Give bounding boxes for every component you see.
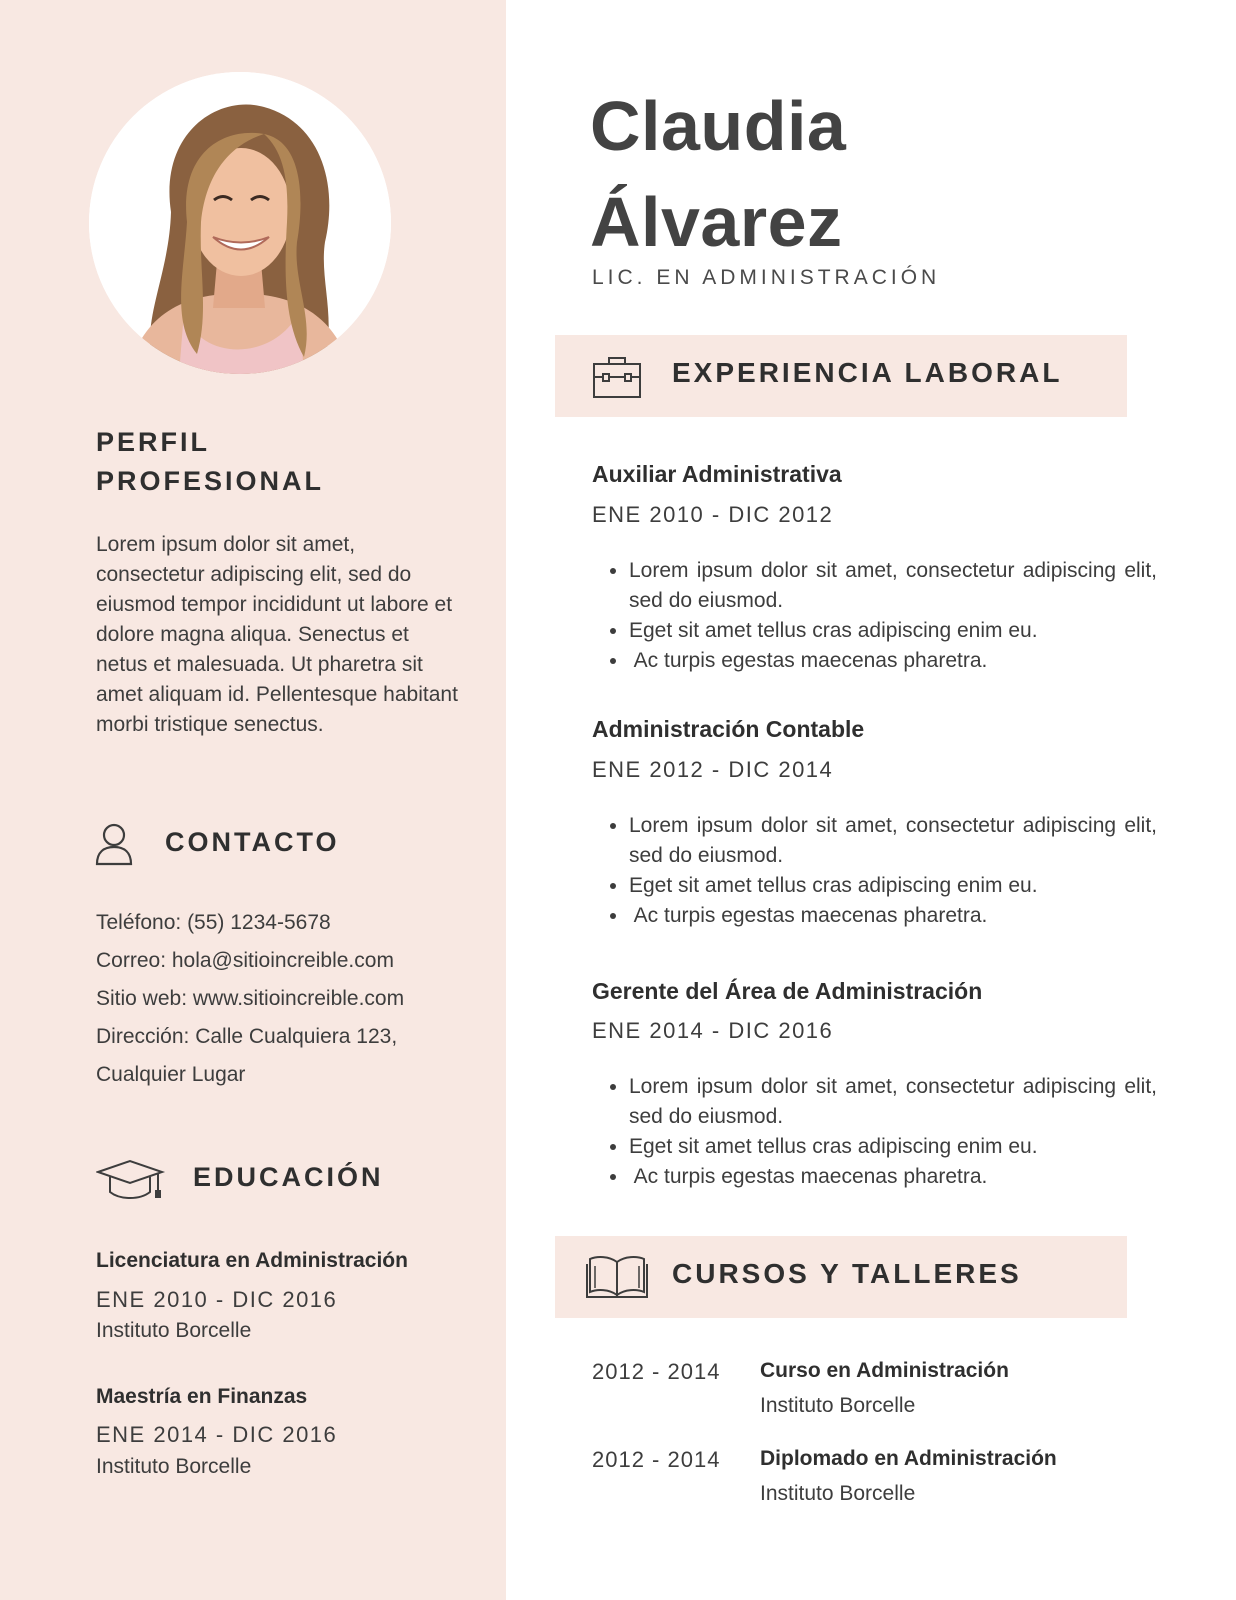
profile-photo xyxy=(89,72,391,374)
education-title: Maestría en Finanzas xyxy=(96,1385,308,1408)
contact-email: Correo: hola@sitioincreible.com xyxy=(96,949,394,972)
courses-heading: CURSOS Y TALLERES xyxy=(672,1258,1022,1289)
experience-heading: EXPERIENCIA LABORAL xyxy=(672,357,1063,388)
courses-band xyxy=(555,1236,1127,1318)
contact-phone: Teléfono: (55) 1234-5678 xyxy=(96,911,331,934)
job-title: Administración Contable xyxy=(592,716,865,742)
job-bullet: • Eget sit amet tellus cras adipiscing enim eu. xyxy=(629,871,1157,901)
course-title: Diplomado en Administración xyxy=(760,1447,1057,1470)
job-bullet: • Eget sit amet tellus cras adipiscing enim eu. xyxy=(629,1132,1157,1162)
sidebar xyxy=(0,0,506,1600)
contact-address-line-2: Cualquier Lugar xyxy=(96,1063,246,1086)
job-bullet: • Eget sit amet tellus cras adipiscing enim eu. xyxy=(629,616,1157,646)
education-heading: EDUCACIÓN xyxy=(193,1162,384,1192)
profile-text: Lorem ipsum dolor sit amet, consectetur adipiscing elit, sed do eiusmod tempor incididunt ut labore et dolore magna aliqua. Senectus et netus et malesuada. Ut pharetra sit amet aliquam id. Pellentesque habitant morbi tristique senectus. xyxy=(96,533,458,736)
profile-heading xyxy=(96,423,324,501)
course-years: 2012 - 2014 xyxy=(592,1359,721,1384)
job-bullets xyxy=(592,556,1157,676)
job-bullet: • Lorem ipsum dolor sit amet, consectetur adipiscing elit, sed do eiusmod. xyxy=(629,811,1157,871)
course-institution: Instituto Borcelle xyxy=(760,1394,916,1417)
education-institution: Instituto Borcelle xyxy=(96,1319,252,1342)
job-bullet: • Lorem ipsum dolor sit amet, consectetur adipiscing elit, sed do eiusmod. xyxy=(629,1072,1157,1132)
education-title: Licenciatura en Administración xyxy=(96,1249,408,1272)
job-bullet: • Lorem ipsum dolor sit amet, consectetur adipiscing elit, sed do eiusmod. xyxy=(629,556,1157,616)
contact-heading: CONTACTO xyxy=(165,827,340,857)
job-bullet: • Ac turpis egestas maecenas pharetra. xyxy=(629,901,1157,931)
course-years: 2012 - 2014 xyxy=(592,1447,721,1472)
profile-heading-line-1: PERFIL xyxy=(96,427,211,457)
briefcase-icon xyxy=(592,355,642,404)
profile-photo-illustration xyxy=(89,72,391,374)
open-book-icon xyxy=(585,1254,649,1305)
job-bullet: • Ac turpis egestas maecenas pharetra. xyxy=(629,646,1157,676)
first-name: Claudia xyxy=(590,87,847,165)
education-dates: ENE 2014 - DIC 2016 xyxy=(96,1422,338,1447)
job-dates: ENE 2012 - DIC 2014 xyxy=(592,757,834,782)
course-title: Curso en Administración xyxy=(760,1359,1009,1382)
job-bullets xyxy=(592,811,1157,931)
last-name: Álvarez xyxy=(590,183,843,261)
contact-website: Sitio web: www.sitioincreible.com xyxy=(96,987,405,1010)
job-title: Auxiliar Administrativa xyxy=(592,461,842,487)
job-dates: ENE 2010 - DIC 2012 xyxy=(592,502,834,527)
user-icon xyxy=(94,822,134,871)
job-bullets xyxy=(592,1072,1157,1192)
job-role: LIC. EN ADMINISTRACIÓN xyxy=(592,266,941,289)
job-bullet: • Ac turpis egestas maecenas pharetra. xyxy=(629,1162,1157,1192)
profile-heading-line-2: PROFESIONAL xyxy=(96,466,325,496)
full-name xyxy=(590,78,846,270)
education-institution: Instituto Borcelle xyxy=(96,1455,252,1478)
job-dates: ENE 2014 - DIC 2016 xyxy=(592,1018,834,1043)
experience-band xyxy=(555,335,1127,417)
job-title: Gerente del Área de Administración xyxy=(592,978,983,1004)
education-dates: ENE 2010 - DIC 2016 xyxy=(96,1287,338,1312)
contact-address-line-1: Dirección: Calle Cualquiera 123, xyxy=(96,1025,398,1048)
graduation-cap-icon xyxy=(96,1158,166,1207)
course-institution: Instituto Borcelle xyxy=(760,1482,916,1505)
